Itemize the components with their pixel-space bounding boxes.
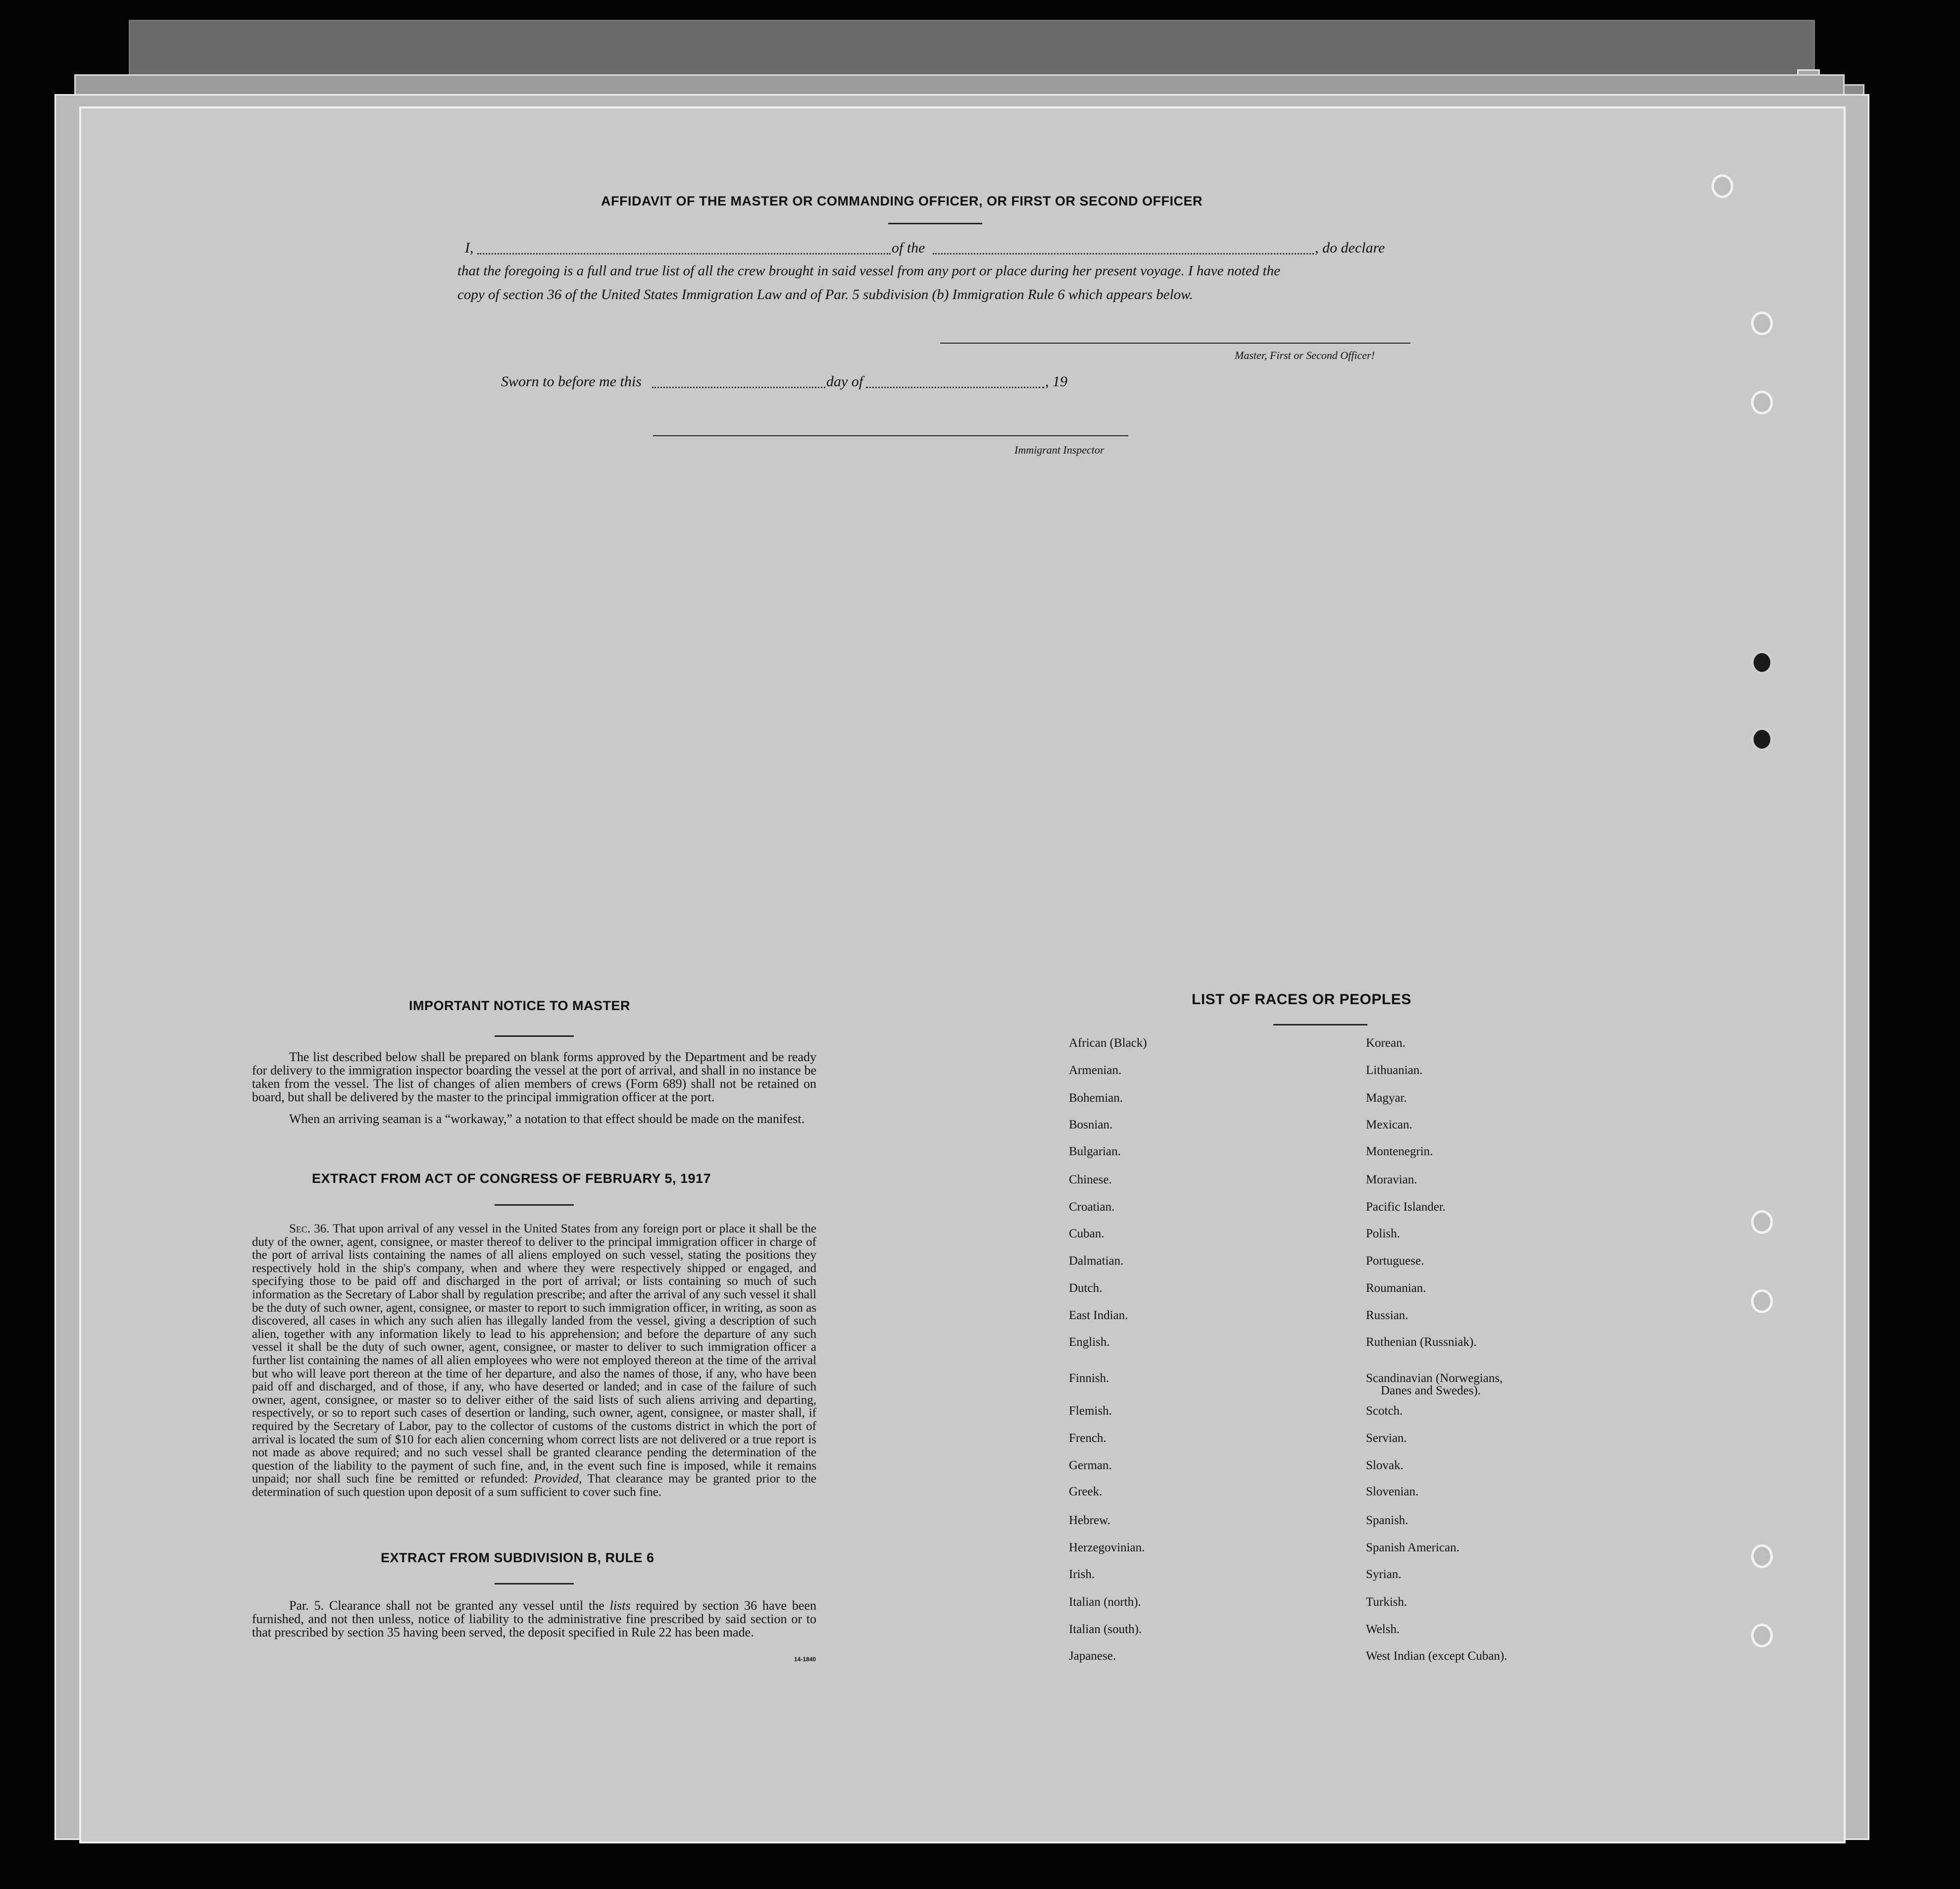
race-item: German. bbox=[1069, 1459, 1112, 1472]
notice-paragraph-2: When an arriving seaman is a “workaway,” a notation to that effect should be made on the manifest. bbox=[289, 1112, 805, 1126]
race-item: Ruthenian (Russniak). bbox=[1366, 1335, 1477, 1349]
race-item: Korean. bbox=[1366, 1036, 1406, 1050]
race-item: Scandinavian (Norwegians, bbox=[1366, 1372, 1503, 1385]
rule6-title-rule bbox=[495, 1583, 574, 1584]
race-item: Portuguese. bbox=[1366, 1254, 1424, 1268]
race-item: Japanese. bbox=[1069, 1649, 1116, 1663]
affidavit-line-2: that the foregoing is a full and true list of all the crew brought in said vessel from any port or place during her present voyage. I have noted the bbox=[457, 263, 1280, 279]
race-item: Moravian. bbox=[1366, 1173, 1417, 1186]
notice-title-rule bbox=[495, 1035, 574, 1037]
race-item: Italian (south). bbox=[1069, 1623, 1142, 1636]
act-section-36 bbox=[252, 1223, 816, 1499]
race-item: Spanish American. bbox=[1366, 1541, 1459, 1554]
vessel-name-field[interactable] bbox=[933, 253, 1314, 255]
notice-title: IMPORTANT NOTICE TO MASTER bbox=[409, 998, 630, 1013]
race-item: Greek. bbox=[1069, 1485, 1103, 1498]
act-provided-label: Provided, bbox=[534, 1472, 582, 1486]
race-item: Bohemian. bbox=[1069, 1091, 1123, 1105]
day-of-label: day of bbox=[826, 373, 863, 390]
race-item: Cuban. bbox=[1069, 1227, 1105, 1240]
master-signature-caption: Master, First or Second Officer! bbox=[1235, 349, 1375, 361]
punch-hole bbox=[1751, 1624, 1773, 1647]
race-item: Armenian. bbox=[1069, 1064, 1122, 1077]
master-signature-line[interactable] bbox=[940, 343, 1410, 344]
race-item: French. bbox=[1069, 1431, 1106, 1445]
race-item: Scotch. bbox=[1366, 1404, 1403, 1418]
race-item: Italian (north). bbox=[1069, 1595, 1141, 1609]
act-section-body: That upon arrival of any vessel in the United States from any foreign port or place it shall be the duty of the owner, agent, consignee, or master thereof to deliver to the principal immigration officer in charge of the port of arrival lists containing the names of all aliens employed on such vessel, stating the positions they respectively hold in the ship's company, when and where they were respectively shipped or engaged, and specifying those to be paid off and discharged in the port of arrival; or lists containing so much of such information as the Secretary of Labor shall by regulation prescribe; and after the arrival of any such vessel it shall be the duty of such owner, agent, consignee, or master to report to such immigration officer, in writing, as soon as discovered, all cases in which any such alien has illegally landed from the vessel, giving a description of such alien, together with any information likely to lead to his apprehension; and before the departure of any such vessel it shall be the duty of such owner, agent, consignee, or master to deliver to such immigration officer a further list containing the names of all alien employees who were not employed thereon at the time of the arrival but who will leave port thereon at the time of her departure, and also the names of those, if any, who have been paid off and discharged, and of those, if any, who have deserted or landed; and in case of the failure of such owner, agent, consignee, or master so to deliver either of the said lists of such aliens arriving and departing, respectively, or so to report such cases of desertion or landing, such owner, agent, consignee, or master shall, if required by the Secretary of Labor, pay to the collector of customs of the customs district in which the port of arrival is located the sum of $10 for each alien concerning whom correct lists are not delivered or a true report is not made as above required; and no such vessel shall be granted clearance pending the determination of the question of the liability to the payment of such fine, and, in the event such fine is imposed, while it remains unpaid; nor shall such fine be remitted or refunded: bbox=[252, 1222, 816, 1486]
race-item: Welsh. bbox=[1366, 1623, 1400, 1636]
race-item: East Indian. bbox=[1069, 1309, 1128, 1322]
act-section-label: Sec. 36. bbox=[289, 1222, 330, 1235]
race-item: Montenegrin. bbox=[1366, 1145, 1433, 1158]
affidavit-declare-label: , do declare bbox=[1315, 240, 1385, 256]
race-item: Slovak. bbox=[1366, 1459, 1404, 1472]
race-item: Dutch. bbox=[1069, 1281, 1103, 1295]
rule6-part-1: Par. 5. Clearance shall not be granted any vessel until the bbox=[289, 1598, 604, 1613]
race-item: Croatian. bbox=[1069, 1200, 1115, 1214]
sworn-label: Sworn to before me this bbox=[501, 373, 642, 390]
form-code: 14-1840 bbox=[794, 1656, 816, 1663]
race-item: Flemish. bbox=[1069, 1404, 1112, 1418]
punch-hole bbox=[1751, 1210, 1773, 1234]
punch-hole bbox=[1751, 651, 1773, 674]
race-item: Bosnian. bbox=[1069, 1118, 1113, 1131]
act-title-rule bbox=[495, 1204, 574, 1206]
affidavit-title: AFFIDAVIT OF THE MASTER OR COMMANDING OFFICER, OR FIRST OR SECOND OFFICER bbox=[601, 194, 1203, 208]
rule6-lists-word: lists bbox=[609, 1598, 631, 1613]
sworn-month-field[interactable] bbox=[866, 387, 1044, 388]
master-name-field[interactable] bbox=[477, 253, 891, 255]
race-item: English. bbox=[1069, 1335, 1110, 1349]
race-item: Bulgarian. bbox=[1069, 1145, 1121, 1158]
race-item: Herzegovinian. bbox=[1069, 1541, 1145, 1554]
races-title: LIST OF RACES OR PEOPLES bbox=[1192, 991, 1411, 1008]
race-item: Slovenian. bbox=[1366, 1485, 1419, 1498]
race-item: Chinese. bbox=[1069, 1173, 1112, 1186]
year-label: , 19 bbox=[1045, 373, 1067, 390]
race-item: Spanish. bbox=[1366, 1514, 1408, 1527]
race-item: Servian. bbox=[1366, 1431, 1407, 1445]
race-item: West Indian (except Cuban). bbox=[1366, 1649, 1508, 1663]
inspector-caption: Immigrant Inspector bbox=[1014, 444, 1105, 456]
race-item: African (Black) bbox=[1069, 1036, 1147, 1050]
race-item: Lithuanian. bbox=[1366, 1064, 1423, 1077]
race-item: Dalmatian. bbox=[1069, 1254, 1124, 1268]
race-item: Hebrew. bbox=[1069, 1514, 1110, 1527]
race-item: Magyar. bbox=[1366, 1091, 1407, 1105]
rule6-paragraph bbox=[252, 1599, 816, 1639]
race-item: Pacific Islander. bbox=[1366, 1200, 1446, 1214]
notice-paragraph-1: The list described below shall be prepared on blank forms approved by the Department and be ready for delivery to the immigration inspector boarding the vessel at the port of arrival, and shall in no instance be taken from the vessel. The list of changes of alien members of crews (Form 689) shall not be retained on board, but shall be delivered by the master to the principal immigration officer at the port. bbox=[252, 1050, 816, 1104]
races-title-rule bbox=[1273, 1024, 1367, 1025]
punch-hole bbox=[1751, 727, 1773, 751]
race-item: Syrian. bbox=[1366, 1568, 1402, 1581]
race-item: Russian. bbox=[1366, 1309, 1408, 1322]
punch-hole bbox=[1751, 391, 1773, 414]
punch-hole bbox=[1751, 1289, 1773, 1313]
document-page bbox=[79, 106, 1846, 1843]
affidavit-title-rule bbox=[888, 223, 982, 224]
affidavit-of-the-label: of the bbox=[892, 240, 925, 256]
punch-hole bbox=[1751, 311, 1773, 335]
affidavit-line-3: copy of section 36 of the United States Immigration Law and of Par. 5 subdivision (b) Immigration Rule 6 which appears below. bbox=[457, 287, 1193, 303]
race-item: Irish. bbox=[1069, 1568, 1095, 1581]
affidavit-i-label: I, bbox=[465, 240, 474, 256]
rule6-title: EXTRACT FROM SUBDIVISION B, RULE 6 bbox=[381, 1550, 654, 1565]
race-item: Mexican. bbox=[1366, 1118, 1412, 1131]
rule6-part-2: required by section 36 have been furnished, and not then unless, notice of liability to the administrative fine prescribed by said section or to that prescribed by section 35 having been served, the deposit specified in Rule 22 has been made. bbox=[252, 1598, 817, 1639]
race-item: Polish. bbox=[1366, 1227, 1400, 1240]
act-section-body-end: That clearance may be granted prior to the determination of such question upon deposit of a sum sufficient to cover such fine. bbox=[252, 1472, 816, 1499]
race-item: Finnish. bbox=[1069, 1372, 1109, 1385]
inspector-signature-line[interactable] bbox=[653, 435, 1128, 436]
race-item: Roumanian. bbox=[1366, 1281, 1426, 1295]
punch-hole bbox=[1751, 1544, 1773, 1568]
race-item: Turkish. bbox=[1366, 1595, 1407, 1609]
race-item-continuation: Danes and Swedes). bbox=[1381, 1384, 1481, 1397]
act-title: EXTRACT FROM ACT OF CONGRESS OF FEBRUARY 5, 1917 bbox=[312, 1171, 711, 1186]
punch-hole bbox=[1711, 174, 1733, 198]
sworn-day-field[interactable] bbox=[652, 387, 825, 388]
